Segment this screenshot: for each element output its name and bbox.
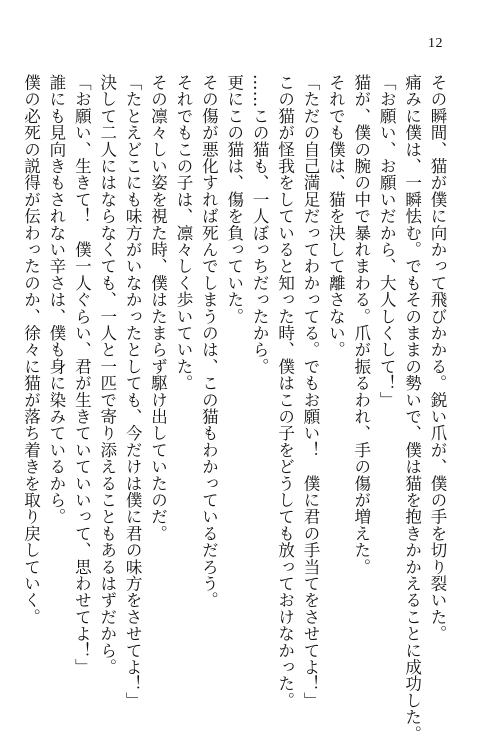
text-line: 「お願い、お願いだから、大人しくして！」 (377, 74, 397, 408)
body-text (18, 74, 450, 742)
text-line: 「ただの自己満足だってわかってる。でもお願い！ 僕に君の手当てをさせてよ！」 (300, 74, 320, 709)
text-line: それでも僕は、猫を決して離さない。 (326, 74, 346, 358)
text-line: ……この猫も、一人ぼっちだったから。 (250, 74, 270, 375)
text-line: その傷が悪化すれば死んでしまうのは、この猫もわかっているだろう。 (199, 74, 219, 609)
text-line: 誰にも見向きもされない辛さは、僕も身に染みているから。 (46, 74, 66, 525)
text-line: 「お願い、生きて！ 僕一人ぐらい、君が生きていていいって、思わせてよ！」 (72, 74, 92, 676)
text-line: 更にこの猫は、傷を負っていた。 (224, 74, 244, 325)
text-line: 僕の必死の説得が伝わったのか、徐々に猫が落ち着きを取り戻していく。 (21, 74, 41, 626)
text-line: この猫が怪我をしていると知った時、僕はこの子をどうしても放っておけなかった。 (275, 74, 295, 709)
text-line: 「たとえどこにも味方がいなかったとしても、今だけは僕に君の味方をさせてよ！」 (123, 74, 143, 709)
page-number: 12 (428, 36, 443, 51)
text-line: その瞬間、猫が僕に向かって飛びかかる。鋭い爪が、僕の手を切り裂いた。 (428, 74, 447, 642)
text-line: その凛々しい姿を視た時、僕はたまらず駆け出していたのだ。 (148, 74, 168, 542)
text-line: 猫が、僕の腕の中で暴れまわる。爪が振るわれ、手の傷が増えた。 (351, 74, 371, 575)
text-line: 痛みに僕は、一瞬怯む。でもそのままの勢いで、僕は猫を抱きかかえることに成功した。 (402, 74, 422, 742)
text-line: 決して二人にはならなくても、一人と一匹で寄り添えることもあるはずだから。 (97, 74, 117, 676)
text-line: それでもこの子は、凛々しく歩いていた。 (173, 74, 193, 392)
